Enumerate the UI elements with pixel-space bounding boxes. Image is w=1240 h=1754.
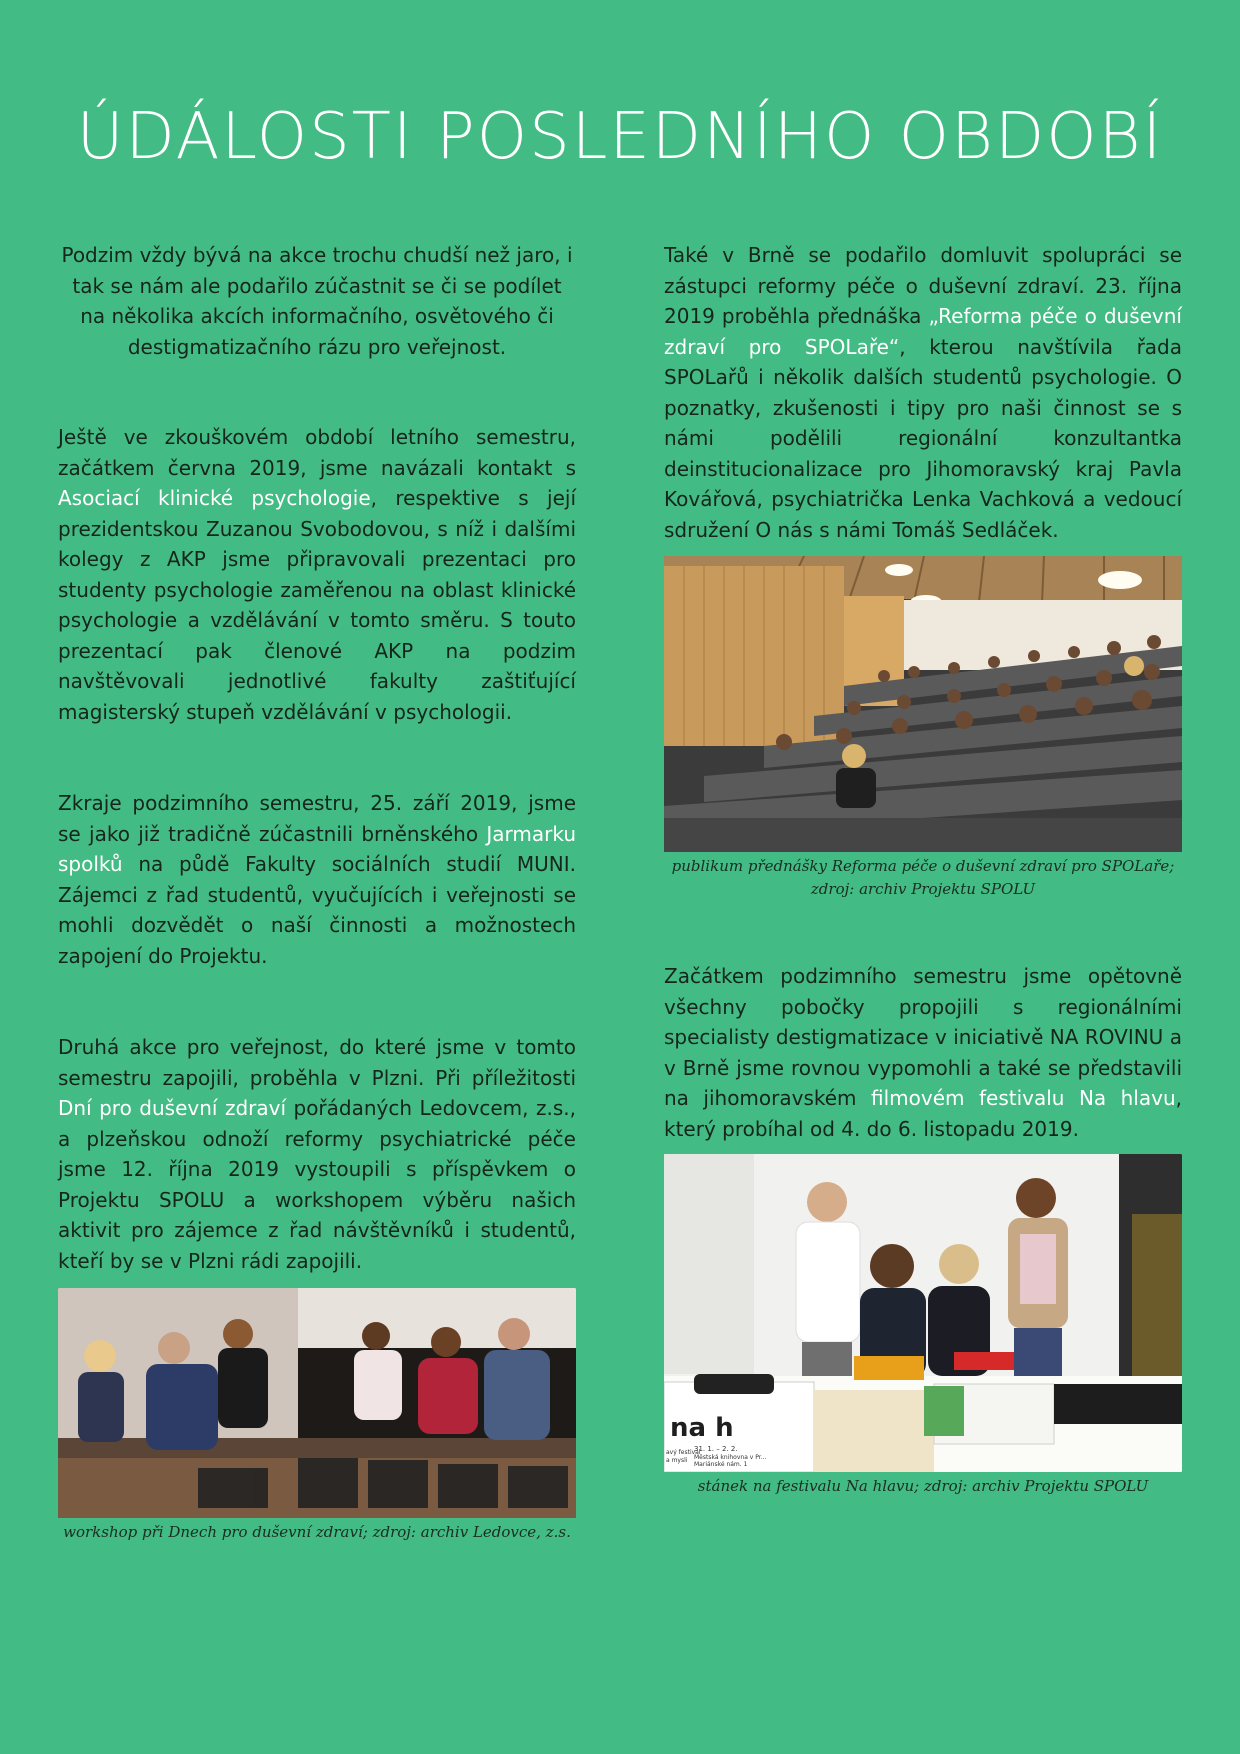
page-title: ÚDÁLOSTI POSLEDNÍHO OBDOBÍ — [76, 100, 1164, 174]
nahlavu-link[interactable]: filmovém festivalu Na hlavu — [871, 1086, 1176, 1110]
lecture-caption: publikum přednášky Reforma péče o duševní zdraví pro SPOLaře; zdroj: archiv Projektu SPOLU — [671, 857, 1175, 898]
lecture-photo — [664, 556, 1182, 852]
festival-caption: stánek na festivalu Na hlavu; zdroj: archiv Projektu SPOLU — [697, 1477, 1149, 1495]
intro-text: Podzim vždy bývá na akce trochu chudší než jaro, i tak se nám ale podařilo zúčastnit se či se podílet na několika akcích informačního, osvětového či destigmatizačního rázu pro veřejnost. — [61, 243, 573, 359]
festival-photo — [664, 1154, 1182, 1472]
jarmark-paragraph: Zkraje podzimního semestru, 25. září 2019, jsme se jako již tradičně zúčastnili brněnského Jarmarku spolků na půdě Fakulty sociálních studií MUNI. Zájemci z řad studentů, vyučujících i veřejnosti se mohli dozvědět o naší činnosti a možnostech zapojení do Projektu. — [58, 791, 576, 968]
plzen-paragraph: Druhá akce pro veřejnost, do které jsme v tomto semestru zapojili, proběhla v Plzni. Při příležitosti Dní pro duševní zdraví pořádaných Ledovcem, z.s., a plzeňskou odnoží reformy psychiatrické péče jsme 12. října 2019 vystoupili s příspěvkem o Projektu SPOLU a workshopem výběru našich aktivit pro zájemce z řad návštěvníků i studentů, kteří by se v Plzni rádi zapojili. — [58, 1035, 576, 1273]
svg-text:31. 1. – 2. 2.: 31. 1. – 2. 2. — [694, 1445, 738, 1453]
workshop-caption: workshop při Dnech pro duševní zdraví; zdroj: archiv Ledovce, z.s. — [63, 1523, 571, 1541]
reforma-paragraph: Také v Brně se podařilo domluvit spolupráci se zástupci reformy péče o duševní zdraví. 23. října 2019 proběhla přednáška „Reforma péče o duševní zdraví pro SPOLaře“, kterou navštívila řada SPOLařů i několik dalších studentů psychologie. O poznatky, zkušenosti i tipy pro naši činnost se s námi podělili regionální konzultantka deinstitucionalizace pro Jihomoravský kraj Pavla Kovářová, psychiatrička Lenka Vachková a vedoucí sdružení O nás s námi Tomáš Sedláček. — [664, 243, 1183, 542]
banner-text: na h — [670, 1413, 734, 1443]
workshop-photo — [58, 1288, 576, 1518]
dni-link[interactable]: Dní pro duševní zdraví — [58, 1096, 287, 1120]
akp-paragraph: Ještě ve zkouškovém období letního semestru, začátkem června 2019, jsme navázali kontakt s Asociací klinické psychologie, respektive s její prezidentskou Zuzanou Svobodovou, s níž i dalšími kolegy z AKP jsme připravovali prezentaci pro studenty psychologie zaměřenou na oblast klinické psychologie a vzdělávání v tomto směru. S touto prezentací pak členové AKP na podzim navštěvovali jednotlivé fakulty zaštiťující magisterský stupeň vzdělávání v psychologii. — [58, 425, 576, 724]
intro-paragraph — [58, 240, 576, 362]
akp-link[interactable]: Asociací klinické psychologie — [58, 486, 371, 510]
nahlavu-paragraph: Začátkem podzimního semestru jsme opětovně všechny pobočky propojili s regionálními specialisty destigmatizace v iniciativě NA ROVINU a v Brně jsme rovnou vypomohli a také se představili na jihomoravském filmovém festivalu Na hlavu, který probíhal od 4. do 6. listopadu 2019. — [664, 964, 1182, 1141]
svg-text:a mysli: a mysli — [666, 1457, 688, 1464]
reforma-link[interactable]: „Reforma péče o duševní zdraví pro SPOLaře“ — [664, 304, 1182, 359]
svg-text:Mariánské nám. 1: Mariánské nám. 1 — [694, 1461, 748, 1468]
svg-text:avý festival: avý festival — [666, 1449, 701, 1456]
svg-text:Městská knihovna v Pr...: Městská knihovna v Pr... — [694, 1454, 767, 1461]
jarmark-link[interactable]: Jarmarku spolků — [58, 821, 576, 876]
